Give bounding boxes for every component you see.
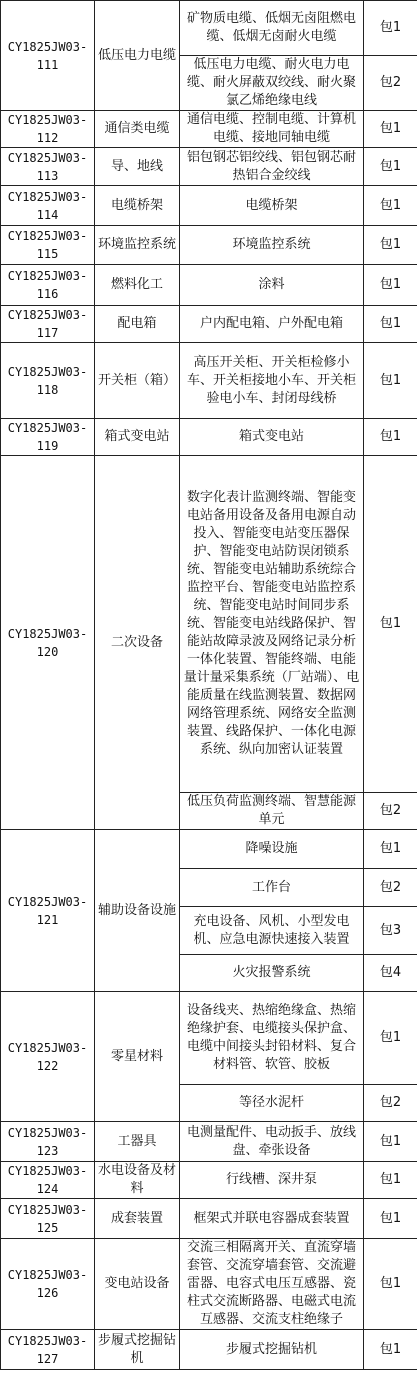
content-cell: 交流三相隔离开关、直流穿墙套管、交流穿墙套管、交流避雷器、电容式电压互感器、瓷柱式交流断路器、电磁式电流互感器、交流支柱绝缘子 [180,1239,364,1330]
item-name-cell: 零星材料 [95,992,180,1122]
item-name-cell: 低压电力电缆 [95,1,180,111]
package-cell: 包2 [364,1085,417,1122]
content-cell: 户内配电箱、户外配电箱 [180,306,364,343]
package-cell: 包1 [364,1239,417,1330]
package-cell: 包2 [364,869,417,907]
content-cell: 降噪设施 [180,830,364,869]
package-cell: 包1 [364,226,417,265]
item-name-cell: 开关柜（箱） [95,343,180,419]
package-cell: 包1 [364,265,417,306]
content-cell: 低压电力电缆、耐火电力电缆、耐火屏蔽双绞线、耐火聚氯乙烯绝缘电线 [180,56,364,111]
table-row [1,306,417,343]
item-name-cell: 箱式变电站 [95,419,180,456]
content-cell: 数字化表计监测终端、智能变电站备用设备及备用电源自动投入、智能变电站变压器保护、智能变电站防误闭锁系统、智能变电站辅助系统综合监控平台、智能变电站监控系统、智能变电站时间同步系统、智能变电站线路保护、智能站故障录波及网络记录分析一体化装置、智能终端、电能量计量采集系统（厂站端）、电能质量在线监测装置、数据网网络管理系统、网络安全监测装置、线路保护、一体化电源系统、纵向加密认证装置 [180,456,364,793]
item-name-cell: 成套装置 [95,1199,180,1239]
package-cell: 包1 [364,1330,417,1370]
item-code-cell: CY1825JW03-122 [1,992,95,1122]
item-code-cell: CY1825JW03-127 [1,1330,95,1370]
content-cell: 低压负荷监测终端、智慧能源单元 [180,793,364,830]
table-row [1,1330,417,1370]
package-cell: 包1 [364,992,417,1085]
item-name-cell: 配电箱 [95,306,180,343]
item-code-cell: CY1825JW03-125 [1,1199,95,1239]
table-row [1,1162,417,1199]
package-cell: 包1 [364,456,417,793]
item-code-cell: CY1825JW03-112 [1,111,95,148]
item-name-cell: 通信类电缆 [95,111,180,148]
item-code-cell: CY1825JW03-124 [1,1162,95,1199]
table-row [1,1239,417,1330]
package-cell: 包1 [364,1122,417,1162]
package-cell: 包1 [364,830,417,869]
content-cell: 高压开关柜、开关柜检修小车、开关柜接地小车、开关柜验电小车、封闭母线桥 [180,343,364,419]
content-cell: 充电设备、风机、小型发电机、应急电源快速接入装置 [180,907,364,955]
table-row [1,1122,417,1162]
item-code-cell: CY1825JW03-118 [1,343,95,419]
content-cell: 矿物质电缆、低烟无卤阻燃电缆、低烟无卤耐火电缆 [180,1,364,56]
content-cell: 等径水泥杆 [180,1085,364,1122]
item-name-cell: 燃料化工 [95,265,180,306]
package-cell: 包1 [364,148,417,186]
item-code-cell: CY1825JW03-115 [1,226,95,265]
content-cell: 电缆桥架 [180,186,364,226]
item-code-cell: CY1825JW03-114 [1,186,95,226]
package-cell: 包2 [364,56,417,111]
content-cell: 框架式并联电容器成套装置 [180,1199,364,1239]
table-row [1,830,417,869]
item-name-cell: 导、地线 [95,148,180,186]
item-code-cell: CY1825JW03-113 [1,148,95,186]
item-name-cell: 环境监控系统 [95,226,180,265]
package-cell: 包1 [364,111,417,148]
item-code-cell: CY1825JW03-117 [1,306,95,343]
package-cell: 包1 [364,306,417,343]
content-cell: 设备线夹、热缩绝缘盒、热缩绝缘护套、电缆接头保护盒、电缆中间接头封铅材料、复合材料管、软管、胶板 [180,992,364,1085]
content-cell: 涂料 [180,265,364,306]
item-code-cell: CY1825JW03-123 [1,1122,95,1162]
item-code-cell: CY1825JW03-111 [1,1,95,111]
package-cell: 包1 [364,343,417,419]
table-row [1,111,417,148]
package-cell: 包3 [364,907,417,955]
package-cell: 包1 [364,1199,417,1239]
table-body [1,1,417,1370]
content-cell: 步履式挖掘钻机 [180,1330,364,1370]
item-name-cell: 变电站设备 [95,1239,180,1330]
table-row [1,226,417,265]
item-name-cell: 电缆桥架 [95,186,180,226]
package-cell: 包1 [364,1,417,56]
item-code-cell: CY1825JW03-126 [1,1239,95,1330]
item-name-cell: 辅助设备设施 [95,830,180,992]
item-name-cell: 水电设备及材料 [95,1162,180,1199]
content-cell: 工作台 [180,869,364,907]
item-code-cell: CY1825JW03-116 [1,265,95,306]
table-row [1,1,417,56]
item-name-cell: 工器具 [95,1122,180,1162]
package-cell: 包1 [364,419,417,456]
table-row [1,186,417,226]
content-cell: 行线槽、深井泵 [180,1162,364,1199]
package-cell: 包2 [364,793,417,830]
table-row [1,1199,417,1239]
item-code-cell: CY1825JW03-121 [1,830,95,992]
content-cell: 环境监控系统 [180,226,364,265]
package-cell: 包1 [364,186,417,226]
content-cell: 通信电缆、控制电缆、计算机电缆、接地同轴电缆 [180,111,364,148]
table-row [1,148,417,186]
item-code-cell: CY1825JW03-119 [1,419,95,456]
content-cell: 火灾报警系统 [180,955,364,992]
table-row [1,419,417,456]
item-code-cell: CY1825JW03-120 [1,456,95,830]
package-cell: 包1 [364,1162,417,1199]
package-cell: 包4 [364,955,417,992]
table-row [1,343,417,419]
item-name-cell: 二次设备 [95,456,180,830]
table-row [1,265,417,306]
content-cell: 箱式变电站 [180,419,364,456]
table-row [1,992,417,1085]
table-row [1,456,417,793]
content-cell: 电测量配件、电动扳手、放线盘、牵张设备 [180,1122,364,1162]
content-cell: 铝包钢芯铝绞线、铝包钢芯耐热铝合金绞线 [180,148,364,186]
item-name-cell: 步履式挖掘钻机 [95,1330,180,1370]
